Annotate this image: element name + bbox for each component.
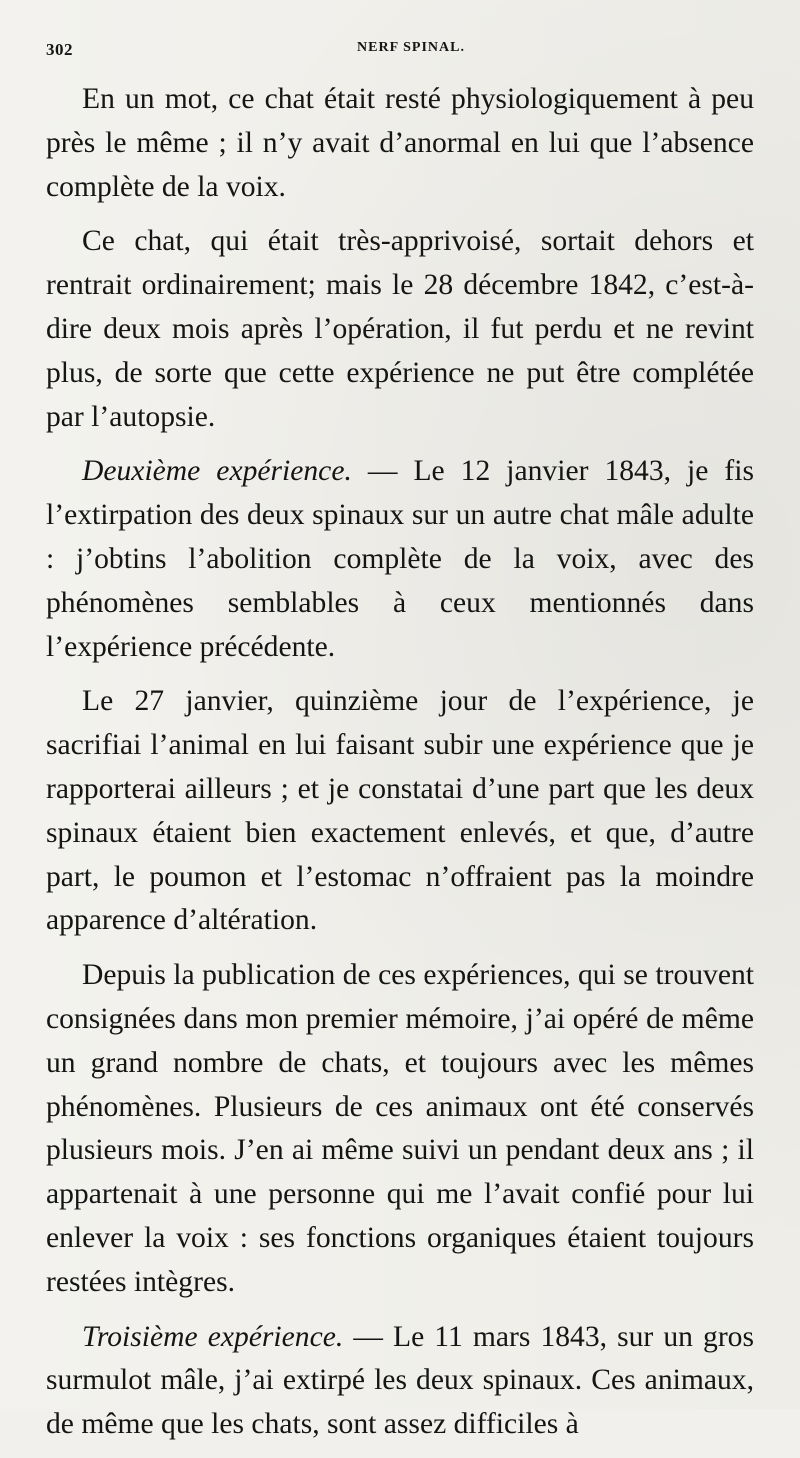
running-head (46, 40, 752, 64)
paragraph-1 (46, 78, 754, 209)
paragraph-2-text: Ce chat, qui était très-apprivoisé, sortait dehors et rentrait ordinairement; mais le 28 décembre 1842, c’est-à-dire deux mois après l’opération, il fut perdu et ne revint plus, de sorte que cette expérience ne put être complétée par l’autopsie. (46, 225, 754, 433)
paragraph-4 (46, 680, 754, 943)
paragraph-6-lead: Troisième expérience. (82, 1320, 344, 1353)
paragraph-4-text: Le 27 janvier, quinzième jour de l’expérience, je sacrifiai l’animal en lui faisant subir une expérience que je rapporterai ailleurs ; et je constatai d’une part que les deux spinaux étaient bien exactement enlevés, et que, d’autre part, le poumon et l’estomac n’offraient pas la moindre apparence d’altération. (46, 685, 754, 937)
running-title: NERF SPINAL. (357, 40, 465, 55)
paragraph-3-lead: Deuxième expérience. (82, 455, 352, 488)
body-text (46, 78, 754, 1458)
paragraph-3 (46, 450, 754, 669)
paragraph-5-text: Depuis la publication de ces expériences, qui se trouvent consignées dans mon premier mémoire, j’ai opéré de même un grand nombre de chats, et toujours avec les mêmes phénomènes. Plusieurs de ces animaux ont été conservés plusieurs mois. J’en ai même suivi un pendant deux ans ; il appartenait à une personne qui me l’avait confié pour lui enlever la voix : ses fonctions organiques étaient toujours restées intègres. (46, 959, 754, 1298)
paragraph-2 (46, 220, 754, 439)
paragraph-6 (46, 1316, 754, 1447)
page-number: 302 (46, 40, 73, 59)
paragraph-6-text: — Le 11 mars 1843, sur un gros surmulot mâle, j’ai extirpé les deux spinaux. Ces animaux, de même que les chats, sont assez difficiles à (46, 1320, 754, 1441)
paragraph-1-text: En un mot, ce chat était resté physiologiquement à peu près le même ; il n’y avait d’anormal en lui que l’absence complète de la voix. (46, 83, 754, 203)
paragraph-3-text: — Le 12 janvier 1843, je fis l’extirpation des deux spinaux sur un autre chat mâle adulte : j’obtins l’abolition complète de la voix, avec des phénomènes semblables à ceux mentionnés dans l’expérience précédente. (46, 455, 755, 663)
paragraph-5 (46, 954, 754, 1304)
